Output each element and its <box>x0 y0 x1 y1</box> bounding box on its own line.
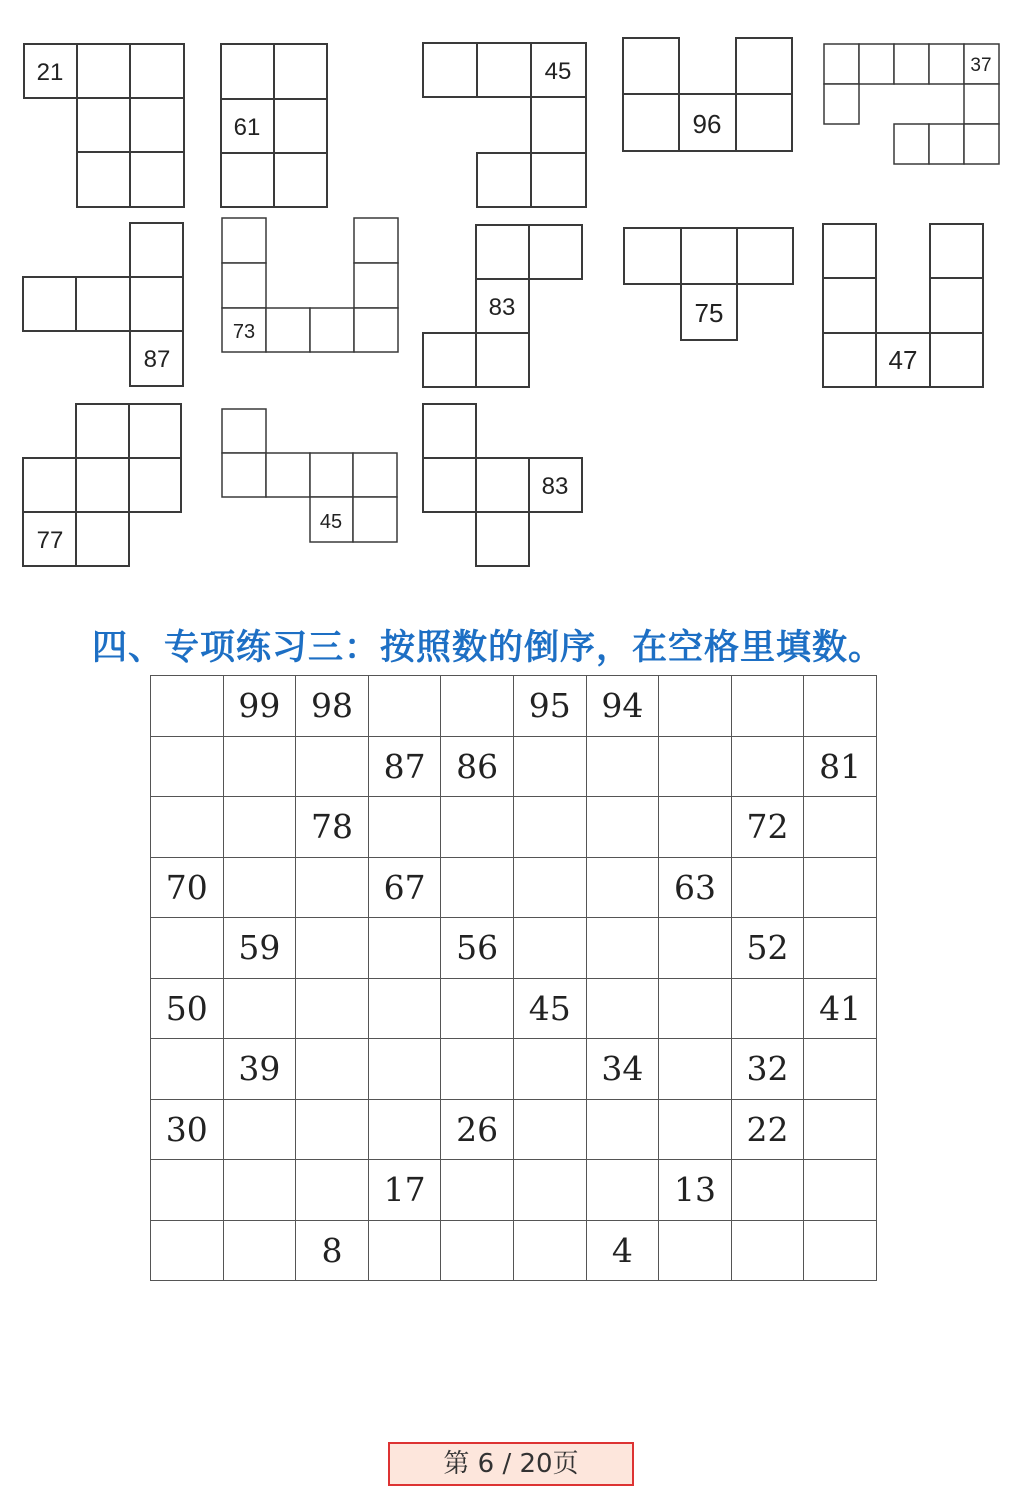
blank-cell[interactable] <box>659 978 732 1039</box>
number-cell: 8 <box>296 1220 369 1281</box>
blank-cell[interactable] <box>368 797 441 858</box>
number-cell: 99 <box>223 676 296 737</box>
blank-cell[interactable] <box>368 918 441 979</box>
blank-cell[interactable] <box>151 1160 224 1221</box>
blank-cell[interactable] <box>659 1220 732 1281</box>
blank-cell[interactable] <box>731 736 804 797</box>
blank-cell[interactable] <box>441 1220 514 1281</box>
blank-cell[interactable] <box>151 918 224 979</box>
blank-cell[interactable] <box>804 918 877 979</box>
blank-cell[interactable] <box>513 736 586 797</box>
blank-cell[interactable] <box>731 978 804 1039</box>
blank-cell[interactable] <box>586 736 659 797</box>
grid-row <box>151 1099 877 1160</box>
blank-cell[interactable] <box>804 1039 877 1100</box>
number-cell: 34 <box>586 1039 659 1100</box>
number-cell: 45 <box>513 978 586 1039</box>
blank-cell[interactable] <box>513 1220 586 1281</box>
blank-cell[interactable] <box>586 918 659 979</box>
number-cell: 56 <box>441 918 514 979</box>
number-cell: 17 <box>368 1160 441 1221</box>
number-cell: 81 <box>804 736 877 797</box>
grid-row <box>151 978 877 1039</box>
blank-cell[interactable] <box>804 1099 877 1160</box>
blank-cell[interactable] <box>151 736 224 797</box>
blank-cell[interactable] <box>586 797 659 858</box>
section-heading: 四、专项练习三：按照数的倒序，在空格里填数。 <box>92 628 885 668</box>
grid-row <box>151 676 877 737</box>
grid-row <box>151 736 877 797</box>
number-cell: 32 <box>731 1039 804 1100</box>
shape-clue: 45 <box>319 511 343 533</box>
shape-clue: 73 <box>232 321 256 343</box>
grid-row <box>151 1220 877 1281</box>
blank-cell[interactable] <box>804 857 877 918</box>
blank-cell[interactable] <box>441 978 514 1039</box>
blank-cell[interactable] <box>223 1220 296 1281</box>
blank-cell[interactable] <box>296 736 369 797</box>
blank-cell[interactable] <box>659 736 732 797</box>
number-cell: 39 <box>223 1039 296 1100</box>
shape-clue: 96 <box>692 109 722 139</box>
grid-row <box>151 797 877 858</box>
shape-6 <box>23 223 183 386</box>
blank-cell[interactable] <box>441 857 514 918</box>
blank-cell[interactable] <box>296 857 369 918</box>
shape-9 <box>624 228 793 340</box>
blank-cell[interactable] <box>659 1039 732 1100</box>
blank-cell[interactable] <box>804 1160 877 1221</box>
shape-puzzles <box>0 0 1027 600</box>
blank-cell[interactable] <box>513 1160 586 1221</box>
blank-cell[interactable] <box>659 1099 732 1160</box>
shape-5 <box>824 44 999 164</box>
shape-13 <box>423 404 582 566</box>
blank-cell[interactable] <box>513 857 586 918</box>
blank-cell[interactable] <box>368 1039 441 1100</box>
shape-1 <box>24 44 184 207</box>
number-cell: 72 <box>731 797 804 858</box>
blank-cell[interactable] <box>659 797 732 858</box>
blank-cell[interactable] <box>223 797 296 858</box>
shape-clue: 45 <box>544 58 572 85</box>
blank-cell[interactable] <box>223 857 296 918</box>
number-cell: 59 <box>223 918 296 979</box>
number-cell: 52 <box>731 918 804 979</box>
shape-clue: 83 <box>541 473 569 500</box>
shape-clue: 77 <box>36 527 64 554</box>
grid-row <box>151 857 877 918</box>
blank-cell[interactable] <box>441 797 514 858</box>
grid-row <box>151 1039 877 1100</box>
shape-clue: 21 <box>36 59 64 86</box>
number-cell: 86 <box>441 736 514 797</box>
blank-cell[interactable] <box>151 1039 224 1100</box>
shape-8 <box>423 225 582 387</box>
number-cell: 67 <box>368 857 441 918</box>
blank-cell[interactable] <box>368 1099 441 1160</box>
blank-cell[interactable] <box>586 978 659 1039</box>
blank-cell[interactable] <box>586 857 659 918</box>
grid-row <box>151 918 877 979</box>
number-cell: 13 <box>659 1160 732 1221</box>
blank-cell[interactable] <box>804 1220 877 1281</box>
blank-cell[interactable] <box>659 676 732 737</box>
shape-clue: 47 <box>888 345 918 375</box>
blank-cell[interactable] <box>296 1160 369 1221</box>
blank-cell[interactable] <box>513 797 586 858</box>
blank-cell[interactable] <box>586 1160 659 1221</box>
page-indicator: 第 6 / 20页 <box>388 1442 634 1486</box>
number-cell: 26 <box>441 1099 514 1160</box>
blank-cell[interactable] <box>368 978 441 1039</box>
blank-cell[interactable] <box>513 918 586 979</box>
blank-cell[interactable] <box>223 736 296 797</box>
number-cell: 70 <box>151 857 224 918</box>
blank-cell[interactable] <box>151 1220 224 1281</box>
number-cell: 78 <box>296 797 369 858</box>
blank-cell[interactable] <box>731 857 804 918</box>
blank-cell[interactable] <box>804 676 877 737</box>
shape-3 <box>423 43 586 207</box>
shape-clue: 75 <box>694 298 724 328</box>
number-cell: 94 <box>586 676 659 737</box>
number-grid <box>150 675 877 1281</box>
shape-clue: 87 <box>143 346 171 373</box>
shape-clue: 83 <box>488 294 516 321</box>
blank-cell[interactable] <box>441 1039 514 1100</box>
number-cell: 4 <box>586 1220 659 1281</box>
shape-7 <box>222 218 398 352</box>
blank-cell[interactable] <box>513 1099 586 1160</box>
number-cell: 87 <box>368 736 441 797</box>
blank-cell[interactable] <box>151 676 224 737</box>
blank-cell[interactable] <box>731 1160 804 1221</box>
blank-cell[interactable] <box>296 1099 369 1160</box>
number-cell: 95 <box>513 676 586 737</box>
shape-clue: 37 <box>970 55 992 76</box>
shape-2 <box>221 44 327 207</box>
blank-cell[interactable] <box>804 797 877 858</box>
blank-cell[interactable] <box>513 1039 586 1100</box>
blank-cell[interactable] <box>441 676 514 737</box>
blank-cell[interactable] <box>296 978 369 1039</box>
shape-11 <box>23 404 181 566</box>
number-cell: 22 <box>731 1099 804 1160</box>
number-cell: 50 <box>151 978 224 1039</box>
blank-cell[interactable] <box>368 676 441 737</box>
blank-cell[interactable] <box>368 1220 441 1281</box>
blank-cell[interactable] <box>223 1160 296 1221</box>
shape-4 <box>623 38 792 151</box>
blank-cell[interactable] <box>659 918 732 979</box>
number-cell: 41 <box>804 978 877 1039</box>
blank-cell[interactable] <box>586 1099 659 1160</box>
blank-cell[interactable] <box>223 1099 296 1160</box>
blank-cell[interactable] <box>151 797 224 858</box>
blank-cell[interactable] <box>441 1160 514 1221</box>
number-cell: 30 <box>151 1099 224 1160</box>
number-cell: 63 <box>659 857 732 918</box>
grid-row <box>151 1160 877 1221</box>
blank-cell[interactable] <box>731 1220 804 1281</box>
shape-12 <box>222 409 397 542</box>
shape-10 <box>823 224 983 387</box>
blank-cell[interactable] <box>296 1039 369 1100</box>
blank-cell[interactable] <box>296 918 369 979</box>
blank-cell[interactable] <box>731 676 804 737</box>
number-cell: 98 <box>296 676 369 737</box>
shape-clue: 61 <box>233 114 261 141</box>
blank-cell[interactable] <box>223 978 296 1039</box>
